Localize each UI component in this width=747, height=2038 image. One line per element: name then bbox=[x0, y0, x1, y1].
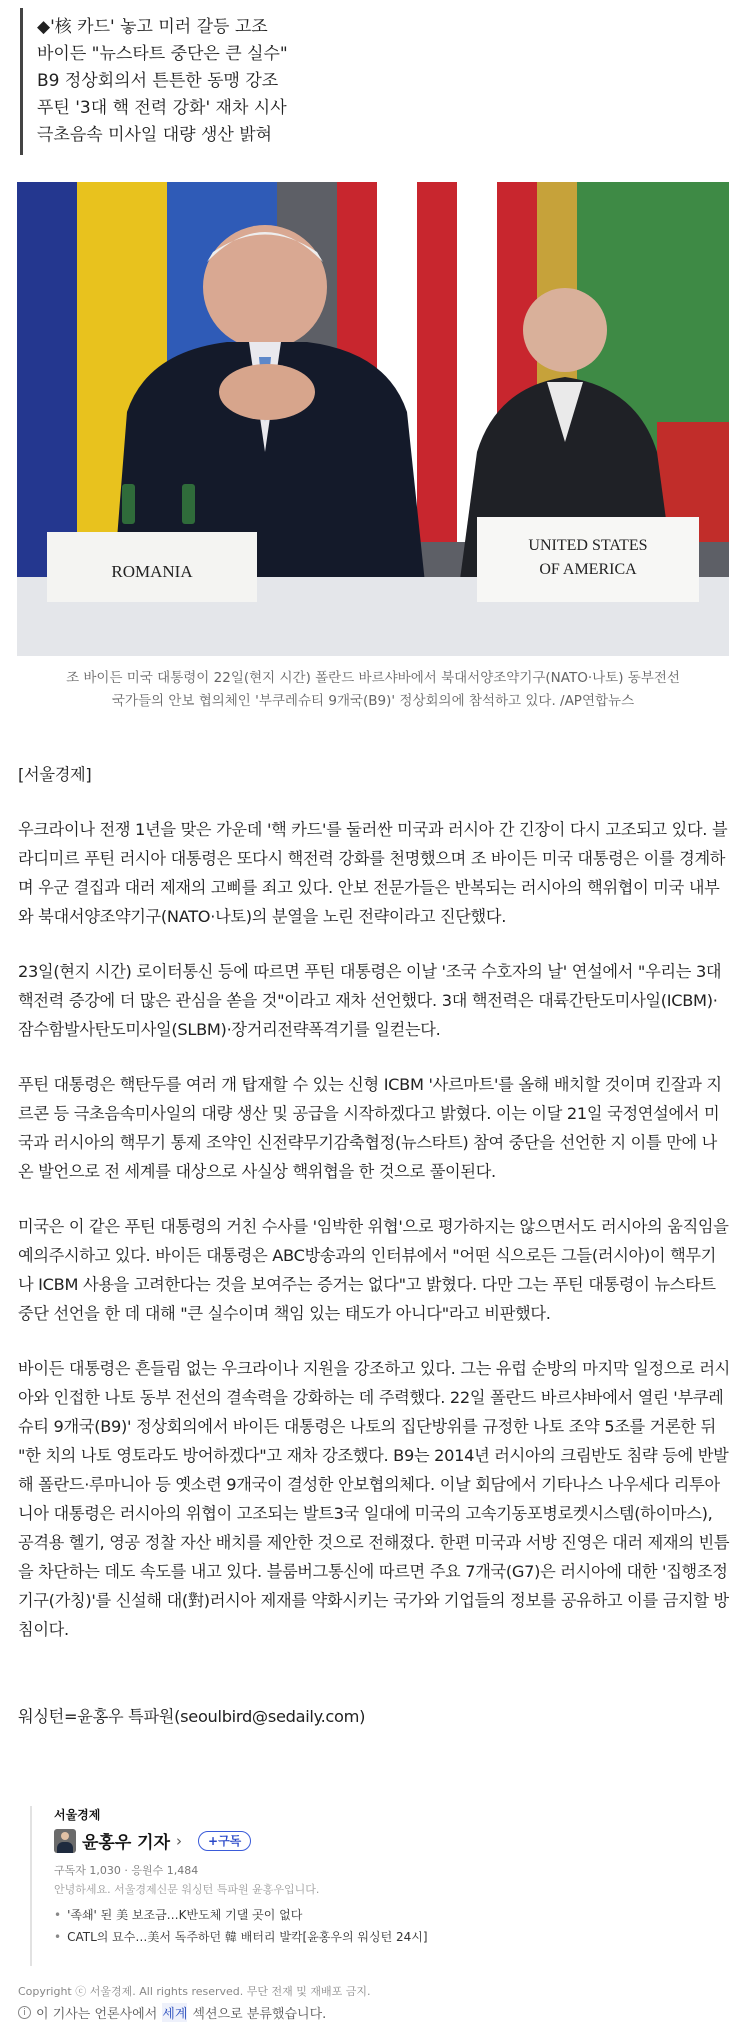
subscribe-button[interactable]: +구독 bbox=[198, 1831, 251, 1851]
summary-line: 극초음속 미사일 대량 생산 밝혀 bbox=[37, 125, 273, 145]
article-paragraph: 바이든 대통령은 흔들림 없는 우크라이나 지원을 강조하고 있다. 그는 유럽 순방의 마지막 일정으로 러시아와 인접한 나토 동부 전선의 결속력을 강화하는 데 주력했다. 22일 폴란드 바르샤바에서 열린 '부쿠레슈티 9개국(B9)' 정상회의에서 바이든 대통령은 나토의 집단방위를 규정한 나토 조약 5조를 거론한 뒤 "한 치의 나토 영토라도 방어하겠다"고 재차 강조했다. B9는 2014년 러시아의 크림반도 침략 등에 반발해 폴란드·루마니아 등 옛소련 9개국이 결성한 안보협의체다. 이날 회담에서 기타나스 나우세다 리투아니아 대통령은 러시아의 위협이 고조되는 발트3국 일대에 미국의 고속기동포병로켓시스템(하이마스), 공격용 헬기, 영공 정찰 자산 배치를 제안한 것으로 전해졌다. 한편 미국과 서방 진영은 대러 제재의 빈틈을 차단하는 데도 속도를 내고 있다. 블룸버그통신에 따르면 주요 7개국(G7)은 러시아에 대한 '집행조정기구(가칭)'를 신설해 대(對)러시아 제재를 약화시키는 국가와 기업들의 정보를 공유하고 이를 금지할 방침이다. bbox=[18, 1359, 730, 1639]
section-link[interactable]: 세계 bbox=[162, 2003, 187, 2022]
article-body bbox=[18, 760, 730, 1731]
info-icon: i bbox=[18, 2006, 31, 2019]
bullet-icon: • bbox=[54, 1930, 62, 1944]
summary-line: 바이든 "뉴스타트 중단은 큰 실수" bbox=[37, 44, 288, 64]
placard-usa-line2: OF AMERICA bbox=[539, 561, 637, 578]
section-note-suffix: 섹션으로 분류했습니다. bbox=[192, 2007, 327, 2022]
photo-caption bbox=[17, 667, 729, 713]
related-article-title[interactable]: CATL의 묘수…美서 독주하던 韓 배터리 발칵[윤홍우의 워싱턴 24시] bbox=[67, 1930, 428, 1944]
article-source: [서울경제] bbox=[18, 765, 92, 784]
summary-line: B9 정상회의서 튼튼한 동맹 강조 bbox=[37, 71, 279, 91]
caption-line: 조 바이든 미국 대통령이 22일(현지 시간) 폴란드 바르샤바에서 북대서양조약기구(NATO·나토) 동부전선 bbox=[66, 670, 680, 686]
related-article-link[interactable] bbox=[54, 1906, 302, 1923]
placard-romania: ROMANIA bbox=[111, 562, 193, 581]
reporter-stats: 구독자 1,030 · 응원수 1,484 bbox=[54, 1864, 199, 1877]
reporter-row bbox=[54, 1828, 251, 1853]
article-paragraph: 우크라이나 전쟁 1년을 맞은 가운데 '핵 카드'를 둘러싼 미국과 러시아 간 긴장이 다시 고조되고 있다. 블라디미르 푸틴 러시아 대통령은 또다시 핵전력 강화를 천명했으며 조 바이든 미국 대통령은 이를 경계하며 우군 결집과 대러 제재의 고삐를 죄고 있다. 안보 전문가들은 반복되는 러시아의 핵위협이 미국 내부와 북대서양조약기구(NATO·나토)의 분열을 노린 전략이라고 진단했다. bbox=[18, 820, 728, 926]
reporter-name-link[interactable]: 윤홍우 기자 bbox=[82, 1833, 171, 1853]
summary-line: ◆'核 카드' 놓고 미러 갈등 고조 bbox=[37, 17, 268, 37]
chevron-right-icon[interactable]: › bbox=[176, 1831, 183, 1850]
article-summary bbox=[20, 8, 288, 155]
caption-line: 국가들의 안보 협의체인 '부쿠레슈티 9개국(B9)' 정상회의에 참석하고 있다. /AP연합뉴스 bbox=[111, 693, 635, 709]
section-classification bbox=[18, 2003, 326, 2022]
section-note-prefix: 이 기사는 언론사에서 bbox=[36, 2007, 158, 2022]
related-article-title[interactable]: '족쇄' 된 美 보조금…K반도체 기댈 곳이 없다 bbox=[67, 1908, 303, 1922]
article-photo bbox=[17, 182, 729, 656]
press-name: 서울경제 bbox=[54, 1808, 101, 1822]
summary-line: 푸틴 '3대 핵 전력 강화' 재차 시사 bbox=[37, 98, 287, 118]
article-paragraph: 23일(현지 시간) 로이터통신 등에 따르면 푸틴 대통령은 이날 '조국 수호자의 날' 연설에서 "우리는 3대 핵전력 증강에 더 많은 관심을 쏟을 것"이라고 재차 선언했다. 3대 핵전력은 대륙간탄도미사일(ICBM)·잠수함발사탄도미사일(SLBM)·장거리전략폭격기를 일컫는다. bbox=[18, 962, 722, 1039]
bullet-icon: • bbox=[54, 1908, 62, 1922]
reporter-intro: 안녕하세요. 서울경제신문 워싱턴 특파원 윤홍우입니다. bbox=[54, 1883, 320, 1896]
related-article-link[interactable] bbox=[54, 1928, 428, 1945]
article-paragraph: 푸틴 대통령은 핵탄두를 여러 개 탑재할 수 있는 신형 ICBM '사르마트'를 올해 배치할 것이며 킨잘과 지르콘 등 극초음속미사일의 대량 생산 및 공급을 시작하겠다고 밝혔다. 이는 이달 21일 국정연설에서 미국과 러시아의 핵무기 통제 조약인 신전략무기감축협정(뉴스타트) 참여 중단을 선언한 지 이틀 만에 나온 발언으로 전 세계를 대상으로 사실상 핵위협을 한 것으로 풀이된다. bbox=[18, 1075, 722, 1181]
photo-illustration bbox=[17, 182, 729, 656]
avatar[interactable] bbox=[54, 1829, 76, 1853]
article-byline: 워싱턴=윤홍우 특파원(seoulbird@sedaily.com) bbox=[18, 1707, 366, 1726]
reporter-card bbox=[30, 1806, 730, 1966]
article-paragraph: 미국은 이 같은 푸틴 대통령의 거친 수사를 '임박한 위협'으로 평가하지는 않으면서도 러시아의 움직임을 예의주시하고 있다. 바이든 대통령은 ABC방송과의 인터뷰에서 "어떤 식으로든 그들(러시아)이 핵무기나 ICBM 사용을 고려한다는 것을 보여주는 증거는 없다"고 밝혔다. 다만 그는 푸틴 대통령이 뉴스타트 중단 선언을 한 데 대해 "큰 실수이며 책임 있는 태도가 아니다"라고 비판했다. bbox=[18, 1217, 729, 1323]
placard-usa-line1: UNITED STATES bbox=[528, 537, 648, 554]
copyright-notice: Copyright ⓒ 서울경제. All rights reserved. 무단 전재 및 재배포 금지. bbox=[18, 1985, 371, 1998]
